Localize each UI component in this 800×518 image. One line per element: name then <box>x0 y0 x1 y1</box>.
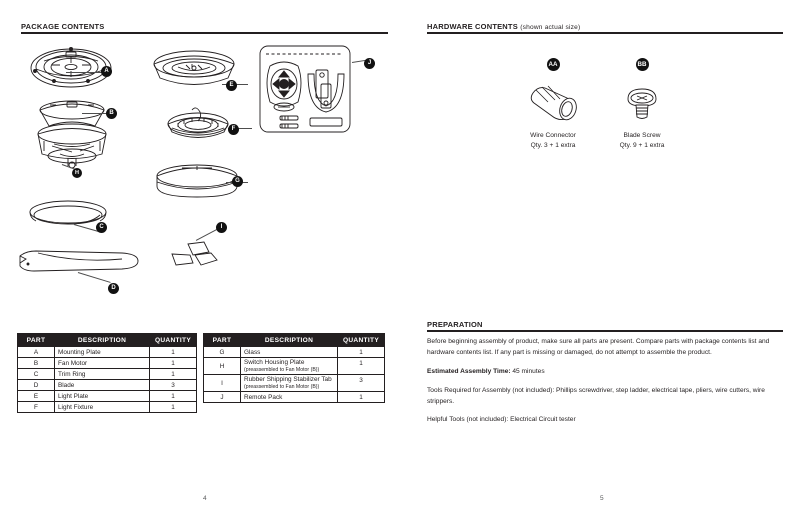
table-row <box>18 380 197 391</box>
callout-badge-j: J <box>364 58 375 69</box>
cell-description-text: Rubber Shipping Stabilizer Tab <box>244 376 332 383</box>
hardware-contents-title: HARDWARE CONTENTS <box>427 22 518 31</box>
cell-quantity: 1 <box>338 392 385 403</box>
package-contents-rule <box>21 32 388 34</box>
preparation-heading <box>427 320 483 329</box>
hardware-contents-subtitle: (shown actual size) <box>520 24 581 31</box>
table-header-row <box>204 334 385 347</box>
hardware-name-aa: Wire Connector <box>530 132 576 139</box>
table-row <box>204 358 385 375</box>
callout-badge-e: E <box>226 80 237 91</box>
callout-badge-h: H <box>72 168 82 178</box>
cell-description-note: (preassembled to Fan Motor (B)) <box>244 384 320 390</box>
cell-quantity: 1 <box>150 347 197 358</box>
cell-description: Fan Motor <box>55 358 150 369</box>
wire-connector-icon <box>503 77 603 129</box>
preparation-rule <box>427 330 783 332</box>
page-number-left: 4 <box>203 495 207 502</box>
cell-quantity: 1 <box>150 358 197 369</box>
cell-part: J <box>204 392 241 403</box>
illustration-part-i-stabilizer-tab <box>168 238 224 270</box>
hardware-contents-rule <box>427 32 783 34</box>
parts-table-left <box>17 333 197 413</box>
parts-table-right <box>203 333 385 403</box>
hardware-badge-bb: BB <box>636 58 649 71</box>
illustration-part-j-remote-pack <box>258 44 354 140</box>
package-contents-title: PACKAGE CONTENTS <box>21 22 105 31</box>
table-row <box>18 347 197 358</box>
cell-description <box>241 358 338 375</box>
hardware-item-blade-screw <box>592 58 692 150</box>
callout-badge-d: D <box>108 283 119 294</box>
illustration-part-f-light-fixture <box>162 104 234 146</box>
cell-description <box>241 347 338 358</box>
cell-part: A <box>18 347 55 358</box>
preparation-intro: Before beginning assembly of product, make sure all parts are present. Compare parts with package contents list and hardware contents list. If any part is missing or damaged, do not attempt to assemble the product. <box>427 338 770 356</box>
cell-part: E <box>18 391 55 402</box>
illustration-part-d-blade <box>16 246 140 278</box>
col-quantity: QUANTITY <box>150 334 197 347</box>
table-row <box>18 358 197 369</box>
blade-screw-icon <box>592 77 692 129</box>
preparation-body <box>427 337 779 434</box>
cell-description-text: Glass <box>244 348 261 356</box>
cell-part: D <box>18 380 55 391</box>
package-contents-heading <box>21 22 104 31</box>
hardware-contents-heading <box>427 22 580 31</box>
cell-description: Mounting Plate <box>55 347 150 358</box>
callout-badge-i: I <box>216 222 227 233</box>
col-part: PART <box>18 334 55 347</box>
table-header-row <box>18 334 197 347</box>
hardware-badge-aa: AA <box>547 58 560 71</box>
cell-part: B <box>18 358 55 369</box>
table-row <box>18 402 197 413</box>
tools-required: Tools Required for Assembly (not included): Phillips screwdriver, step ladder, electrical tape, pliers, wire cutters, wire strippers. <box>427 386 765 405</box>
callout-badge-a: A <box>101 66 112 77</box>
estimated-assembly-time <box>427 367 779 378</box>
cell-quantity: 1 <box>338 347 385 358</box>
cell-quantity: 3 <box>338 375 385 392</box>
assembly-time-value: 45 minutes <box>510 367 545 375</box>
callout-badge-b: B <box>106 108 117 119</box>
table-row <box>18 369 197 380</box>
preparation-title: PREPARATION <box>427 320 483 329</box>
leader-line-b <box>82 113 108 114</box>
col-description: DESCRIPTION <box>55 334 150 347</box>
callout-badge-c: C <box>96 222 107 233</box>
cell-description: Trim Ring <box>55 369 150 380</box>
page-number-right: 5 <box>600 495 604 502</box>
table-row <box>204 347 385 358</box>
cell-description: Light Plate <box>55 391 150 402</box>
cell-part: H <box>204 358 241 375</box>
leader-line-a <box>66 72 104 73</box>
cell-description <box>241 375 338 392</box>
callout-badge-f: F <box>228 124 239 135</box>
hardware-item-wire-connector <box>503 58 603 150</box>
cell-quantity: 1 <box>338 358 385 375</box>
cell-description-text: Remote Pack <box>244 393 283 401</box>
cell-part: C <box>18 369 55 380</box>
cell-description: Blade <box>55 380 150 391</box>
hardware-name-bb: Blade Screw <box>623 132 661 139</box>
cell-quantity: 1 <box>150 391 197 402</box>
cell-description: Light Fixture <box>55 402 150 413</box>
table-row <box>18 391 197 402</box>
cell-quantity: 3 <box>150 380 197 391</box>
cell-description <box>241 392 338 403</box>
table-row <box>204 375 385 392</box>
helpful-tools: Helpful Tools (not included): Electrical Circuit tester <box>427 416 576 424</box>
col-description: DESCRIPTION <box>241 334 338 347</box>
callout-badge-g: G <box>232 176 243 187</box>
hardware-qty-bb: Qty. 9 + 1 extra <box>619 141 665 149</box>
table-row <box>204 392 385 403</box>
cell-description-text: Switch Housing Plate <box>244 359 305 366</box>
cell-part: I <box>204 375 241 392</box>
assembly-time-label: Estimated Assembly Time: <box>427 367 511 375</box>
cell-part: G <box>204 347 241 358</box>
cell-quantity: 1 <box>150 402 197 413</box>
cell-description-note: (preassembled to Fan Motor (B)) <box>244 367 320 373</box>
col-quantity: QUANTITY <box>338 334 385 347</box>
col-part: PART <box>204 334 241 347</box>
cell-part: F <box>18 402 55 413</box>
cell-quantity: 1 <box>150 369 197 380</box>
illustration-part-b-fan-motor <box>24 96 120 168</box>
hardware-qty-aa: Qty. 3 + 1 extra <box>530 141 576 149</box>
